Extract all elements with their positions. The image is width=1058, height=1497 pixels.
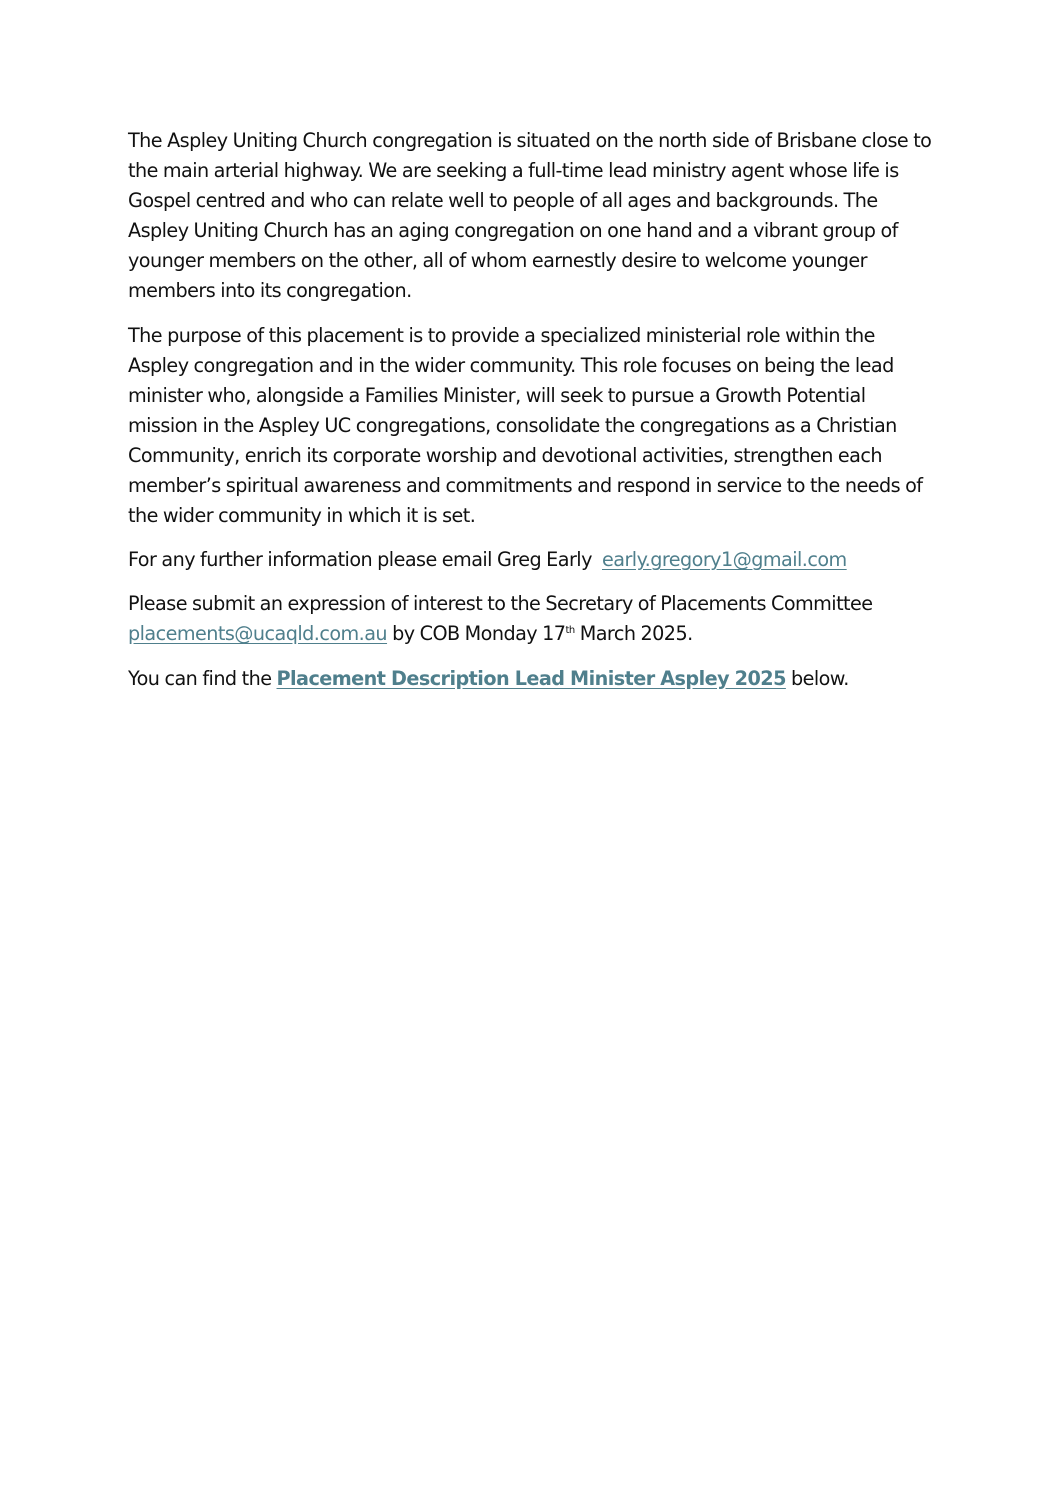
contact-text: For any further information please email Greg Early [128, 548, 592, 572]
contact-paragraph [128, 545, 936, 575]
placement-description-link[interactable]: Placement Description Lead Minister Aspley 2025 [276, 666, 786, 690]
document-body [128, 126, 936, 708]
find-suffix: below. [790, 666, 849, 690]
submit-paragraph [128, 589, 936, 649]
intro-paragraph: The Aspley Uniting Church congregation is situated on the north side of Brisbane close to the main arterial highway. We are seeking a full-time lead ministry agent whose life is Gospel centred and who can relate well to people of all ages and backgrounds. The Aspley Uniting Church has an aging congregation on one hand and a vibrant group of younger members on the other, all of whom earnestly desire to welcome younger members into its congregation. [128, 129, 932, 303]
submit-text: Please submit an expression of interest to the Secretary of Placements Committee [128, 592, 873, 616]
deadline-suffix: March 2025. [579, 622, 693, 646]
find-prefix: You can find the [128, 666, 272, 690]
contact-email-link[interactable]: early.gregory1@gmail.com [602, 548, 847, 572]
placements-email-link[interactable]: placements@ucaqld.com.au [128, 622, 388, 646]
deadline-prefix: by COB Monday 17 [392, 622, 566, 646]
purpose-paragraph: The purpose of this placement is to provide a specialized ministerial role within the Aspley congregation and in the wider community. This role focuses on being the lead minister who, alongside a Families Minister, will seek to pursue a Growth Potential mission in the Aspley UC congregations, consolidate the congregations as a Christian Community, enrich its corporate worship and devotional activities, strengthen each member’s spiritual awareness and commitments and respond in service to the needs of the wider community in which it is set. [128, 323, 923, 528]
deadline-superscript: th [565, 625, 575, 637]
find-paragraph [128, 664, 936, 694]
